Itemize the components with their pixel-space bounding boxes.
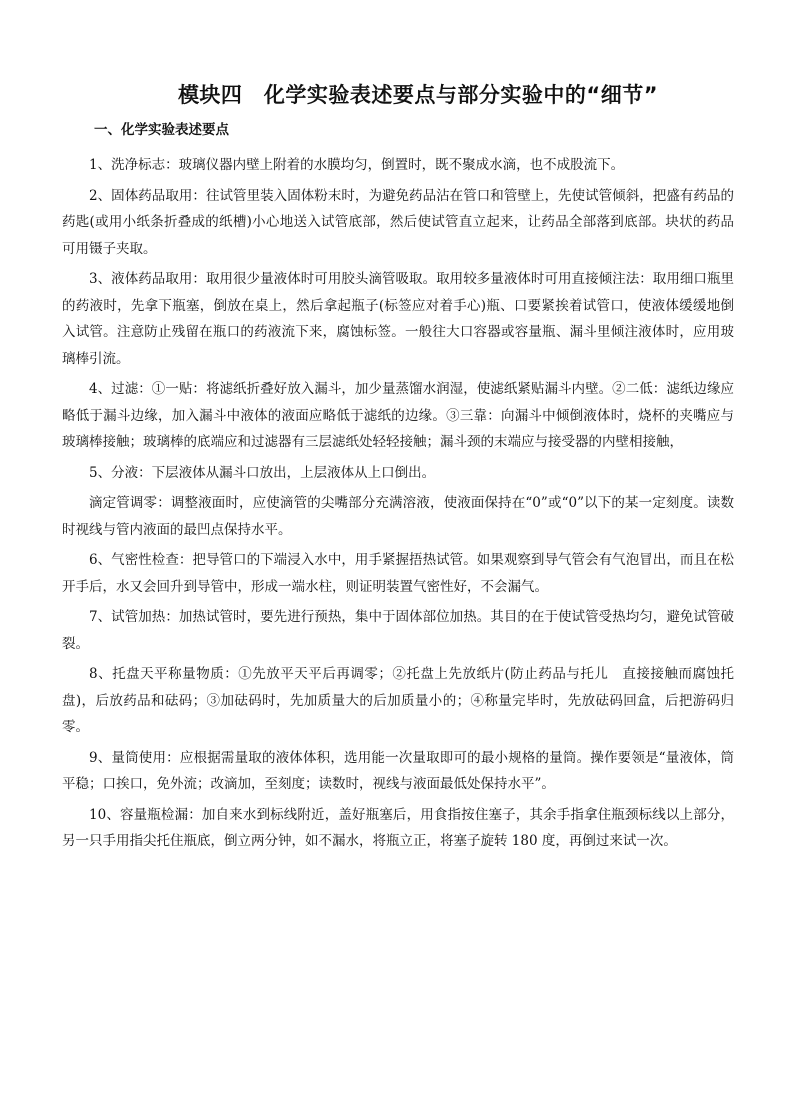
paragraph-balance: 8、托盘天平称量物质：①先放平天平后再调零；②托盘上先放纸片(防止药品与托儿 直接接触而腐蚀托盘)，后放药品和砝码；③加砝码时，先加质量大的后加质量小的；④称量完毕时，先放砝码回盒，后把游码归零。 <box>62 666 734 735</box>
paragraph-filtration: 4、过滤：①一贴：将滤纸折叠好放入漏斗，加少量蒸馏水润湿，使滤纸紧贴漏斗内壁。②二低：滤纸边缘应略低于漏斗边缘，加入漏斗中液体的液面应略低于滤纸的边缘。③三靠：向漏斗中倾倒液体时，烧杯的夹嘴应与玻璃棒接触；玻璃棒的底端应和过滤器有三层滤纸处轻轻接触；漏斗颈的末端应与接受器的内壁相接触， <box>62 381 734 450</box>
paragraph-wash-mark: 1、洗净标志：玻璃仪器内壁上附着的水膜均匀，倒置时，既不聚成水滴，也不成股流下。 <box>89 157 625 173</box>
paragraph-solid-reagent: 2、固体药品取用：往试管里装入固体粉末时，为避免药品沾在管口和管壁上，先使试管倾斜，把盛有药品的药匙(或用小纸条折叠成的纸槽)小心地送入试管底部，然后使试管直立起来，让药品全部落到底部。块状的药品可用镊子夹取。 <box>62 187 734 257</box>
paragraph-separation: 5、分液：下层液体从漏斗口放出，上层液体从上口倒出。 <box>89 464 436 481</box>
paragraph-airtightness: 6、气密性检查：把导管口的下端浸入水中，用手紧握捂热试管。如果观察到导气管会有气泡冒出，而且在松开手后，水又会回升到导管中，形成一端水柱，则证明装置气密性好，不会漏气。 <box>62 552 734 595</box>
page-title: 模块四 化学实验表述要点与部分实验中的“细节” <box>177 83 659 107</box>
paragraph-liquid-reagent: 3、液体药品取用：取用很少量液体时可用胶头滴管吸取。取用较多量液体时可用直接倾注法：取用细口瓶里的药液时，先拿下瓶塞，倒放在桌上，然后拿起瓶子(标签应对着手心)瓶、口要紧挨着试管口，使液体缓缓地倒入试管。注意防止残留在瓶口的药液流下来，腐蚀标签。一般往大口容器或容量瓶、漏斗里倾注液体时，应用玻璃棒引流。 <box>62 271 734 367</box>
paragraph-tube-heating: 7、试管加热：加热试管时，要先进行预热，集中于固体部位加热。其目的在于使试管受热均匀，避免试管破裂。 <box>62 609 734 652</box>
section-heading: 一、化学实验表述要点 <box>94 122 229 138</box>
paragraph-burette-zero: 滴定管调零：调整液面时，应使滴管的尖嘴部分充满溶液，使液面保持在“0”或“0”以下的某一定刻度。读数时视线与管内液面的最凹点保持水平。 <box>62 495 734 538</box>
paragraph-flask-leak: 10、容量瓶检漏：加自来水到标线附近，盖好瓶塞后，用食指按住塞子，其余手指拿住瓶颈标线以上部分，另一只手用指尖托住瓶底，倒立两分钟，如不漏水，将瓶立正，将塞子旋转 180 度，再倒过来试一次。 <box>62 806 734 849</box>
paragraph-cylinder: 9、量筒使用：应根据需量取的液体体积，选用能一次量取即可的最小规格的量筒。操作要领是“量液体，筒平稳；口挨口，免外流；改滴加，至刻度；读数时，视线与液面最低处保持水平”。 <box>62 749 734 792</box>
